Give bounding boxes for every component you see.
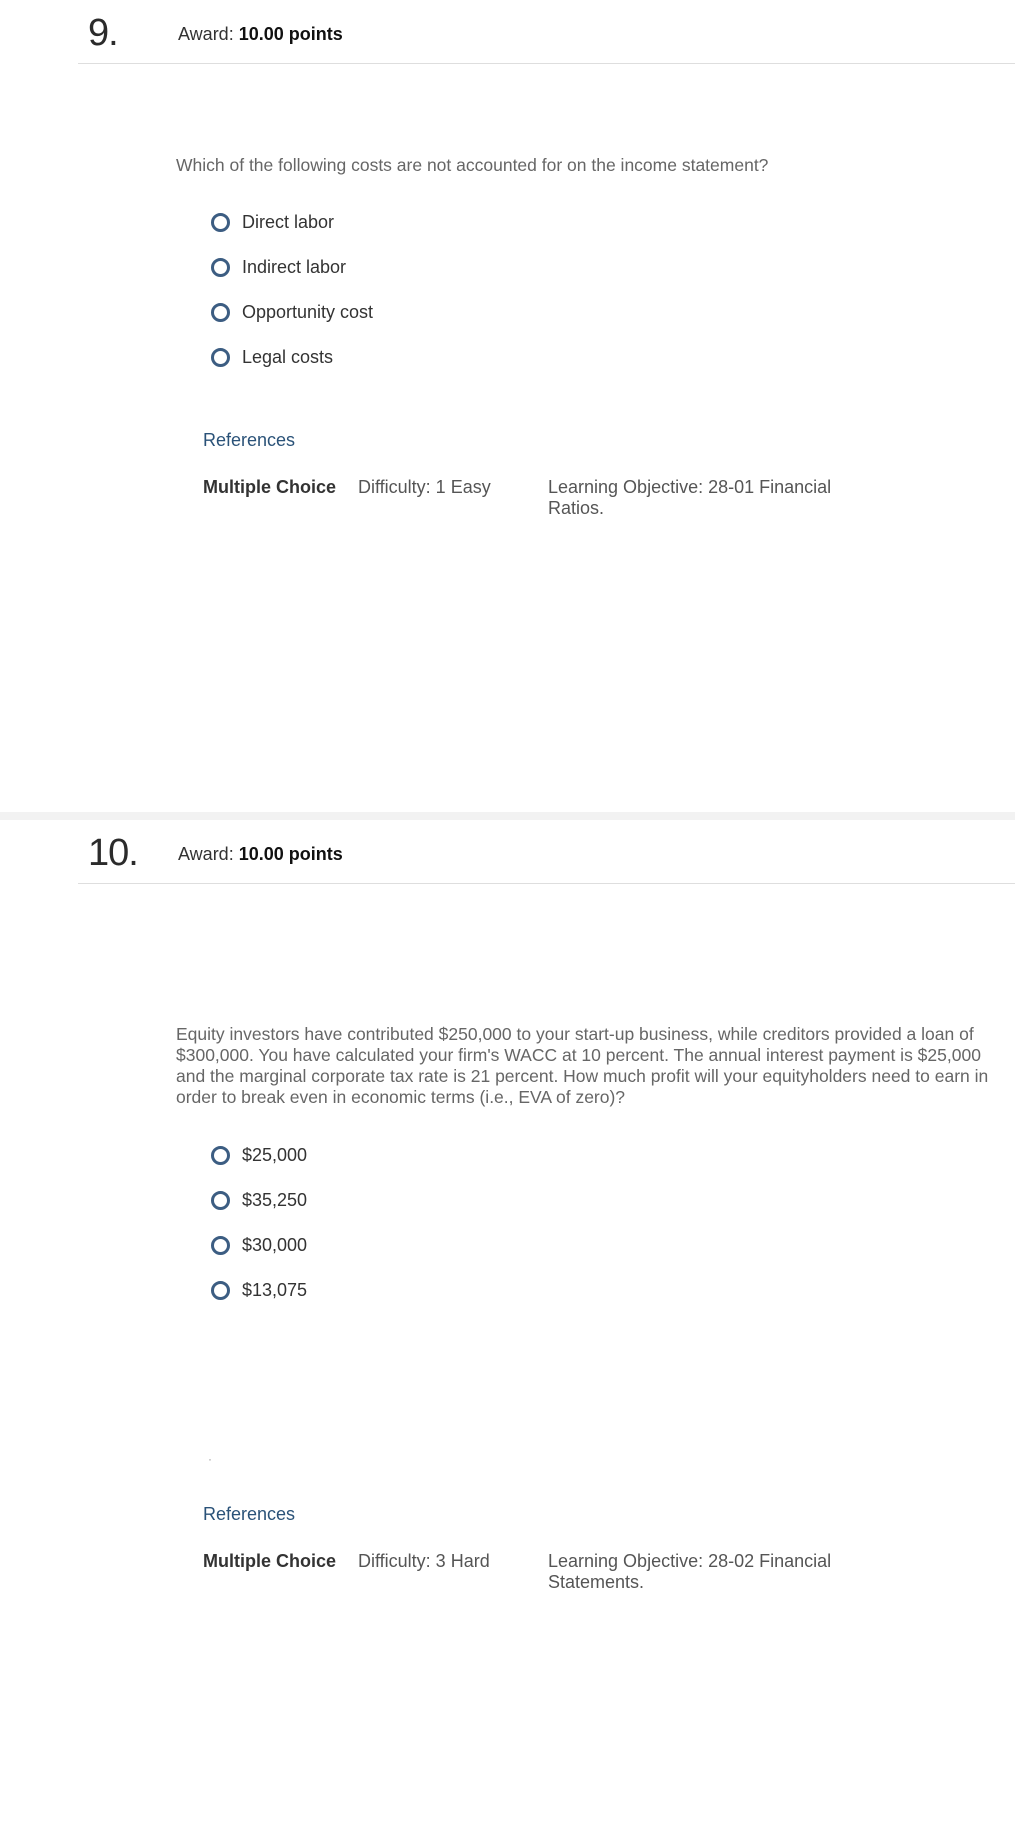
question-number: 9. xyxy=(88,12,118,54)
references-link[interactable]: References xyxy=(203,1504,296,1524)
radio-button-icon[interactable] xyxy=(211,1191,230,1210)
answer-option-label: $13,075 xyxy=(242,1280,308,1300)
answer-option[interactable] xyxy=(211,1178,307,1223)
difficulty: Difficulty: 1 Easy xyxy=(358,477,491,497)
answer-options xyxy=(211,200,373,380)
question-number: 10. xyxy=(88,832,138,874)
radio-button-icon[interactable] xyxy=(211,258,230,277)
answer-option[interactable] xyxy=(211,335,373,380)
question-type: Multiple Choice xyxy=(203,477,337,497)
answer-option-label: $35,250 xyxy=(242,1190,308,1210)
question-prompt: Equity investors have contributed $250,000 to your start-up business, while creditors provided a loan of $300,000. You have calculated your firm's WACC at 10 percent. The annual interest payment is $25,000 and the marginal corporate tax rate is 21 percent. How much profit will your equityholders need to earn in order to break even in economic terms (i.e., EVA of zero)? xyxy=(176,1024,989,1107)
question-9 xyxy=(0,0,1015,812)
answer-option-label: Opportunity cost xyxy=(242,302,374,322)
question-header xyxy=(78,820,1015,884)
radio-button-icon[interactable] xyxy=(211,213,230,232)
answer-option[interactable] xyxy=(211,1223,307,1268)
answer-option-label: Direct labor xyxy=(242,212,335,232)
answer-option[interactable] xyxy=(211,1268,307,1313)
award-label: Award: xyxy=(178,24,234,44)
answer-option[interactable] xyxy=(211,290,373,335)
award xyxy=(178,844,343,865)
radio-button-icon[interactable] xyxy=(211,1146,230,1165)
answer-option[interactable] xyxy=(211,245,373,290)
answer-option-label: $25,000 xyxy=(242,1145,308,1165)
answer-option-label: $30,000 xyxy=(242,1235,308,1255)
learning-objective: Learning Objective: 28-01 Financial Ratios. xyxy=(548,477,832,518)
answer-option[interactable] xyxy=(211,200,373,245)
radio-button-icon[interactable] xyxy=(211,1281,230,1300)
learning-objective: Learning Objective: 28-02 Financial Statements. xyxy=(548,1551,832,1592)
question-10 xyxy=(0,820,1015,1824)
question-prompt: Which of the following costs are not accounted for on the income statement? xyxy=(176,155,769,175)
answer-option[interactable] xyxy=(211,1133,307,1178)
question-type: Multiple Choice xyxy=(203,1551,337,1571)
answer-options xyxy=(211,1133,307,1313)
radio-button-icon[interactable] xyxy=(211,1236,230,1255)
answer-option-label: Indirect labor xyxy=(242,257,347,277)
radio-button-icon[interactable] xyxy=(211,303,230,322)
award xyxy=(178,24,343,45)
award-points: 10.00 points xyxy=(238,844,343,864)
award-points: 10.00 points xyxy=(238,24,343,44)
answer-option-label: Legal costs xyxy=(242,347,334,367)
stray-mark: · xyxy=(208,1452,212,1466)
radio-button-icon[interactable] xyxy=(211,348,230,367)
references-link[interactable]: References xyxy=(203,430,296,450)
question-header xyxy=(78,0,1015,64)
difficulty: Difficulty: 3 Hard xyxy=(358,1551,490,1571)
question-divider xyxy=(0,812,1015,820)
award-label: Award: xyxy=(178,844,234,864)
